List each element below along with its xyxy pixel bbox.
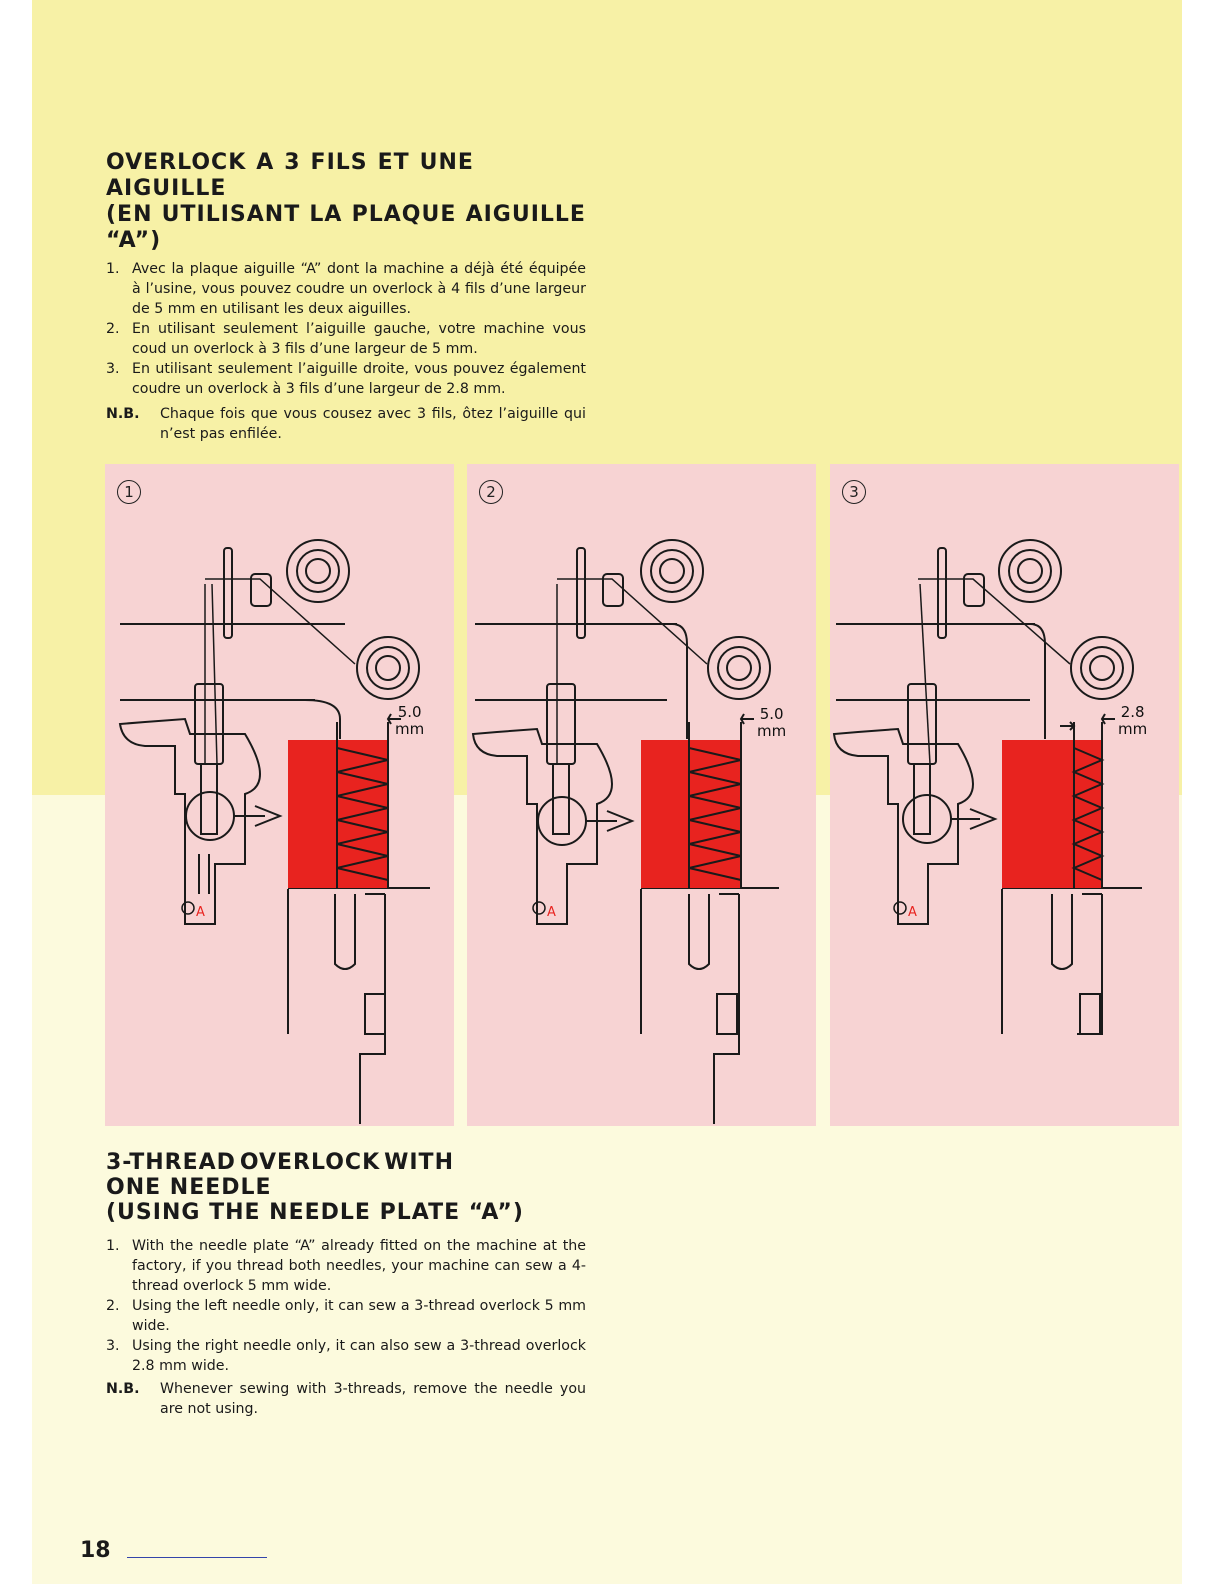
needle-plate-circle <box>894 902 906 914</box>
dimension-label: 5.0 mm <box>395 703 425 738</box>
french-title-line-2: AIGUILLE <box>106 176 227 201</box>
page-number: 18 <box>80 1538 111 1563</box>
list-item: 2. Using the left needle only, it can sew a 3-thread overlock 5 mm wide. <box>106 1298 586 1334</box>
fabric-swatch <box>641 740 741 888</box>
figure-number-badge: 1 <box>117 480 141 504</box>
english-title-line-3: (USING THE NEEDLE PLATE “A”) <box>106 1200 524 1225</box>
threading-diagram-2 <box>467 464 816 1126</box>
french-title-line-4: “A”) <box>106 228 162 253</box>
figure-panel-2 <box>467 464 816 1126</box>
french-title-word: AIGUILLE <box>465 202 586 227</box>
french-title-line-3 <box>106 202 586 228</box>
french-title-word: UNE <box>419 150 474 175</box>
list-item: 1. With the needle plate “A” already fitted on the machine at the factory, if you thread both needles, your machine can sew a 4-thread overlock 5 mm wide. <box>106 1238 586 1294</box>
english-title-word: 3-THREAD <box>106 1150 236 1175</box>
french-title-word: (EN <box>106 202 153 227</box>
french-title-word: 3 <box>284 150 301 175</box>
figure-panel-1 <box>105 464 454 1126</box>
dimension-label: 5.0 mm <box>757 705 787 740</box>
page-number-rule <box>127 1557 267 1558</box>
figure-number-badge: 3 <box>842 480 866 504</box>
french-note <box>106 404 586 444</box>
english-steps <box>106 1236 586 1376</box>
note-text: Chaque fois que vous cousez avec 3 fils, ôtez l’aiguille qui n’est pas enfilée. <box>160 406 586 442</box>
french-heading <box>106 150 586 254</box>
french-title-line-1 <box>106 150 474 176</box>
english-title-line-1 <box>106 1150 454 1175</box>
page-edge <box>1182 0 1224 1584</box>
page-spine <box>0 0 32 1584</box>
figure-panel-3 <box>830 464 1179 1126</box>
french-title-word: LA <box>309 202 343 227</box>
threading-diagram-3 <box>830 464 1179 1126</box>
list-item: 3. Using the right needle only, it can also sew a 3-thread overlock 2.8 mm wide. <box>106 1338 586 1374</box>
plate-letter: A <box>547 905 556 920</box>
dimension-label: 2.8 mm <box>1118 703 1148 738</box>
list-item: 2. En utilisant seulement l’aiguille gauche, votre machine vous coud un overlock à 3 fils d’une largeur de 5 mm. <box>106 321 586 357</box>
note-label: N.B. <box>106 406 140 422</box>
list-item: 1. Avec la plaque aiguille “A” dont la machine a déjà été équipée à l’usine, vous pouvez coudre un overlock à 4 fils d’une largeur de 5 mm en utilisant les deux aiguilles. <box>106 261 586 317</box>
english-title-word: OVERLOCK <box>239 1150 381 1175</box>
needle-plate-circle <box>182 902 194 914</box>
french-title-word: UTILISANT <box>161 202 301 227</box>
threading-diagram-1 <box>105 464 454 1126</box>
note-label: N.B. <box>106 1381 140 1397</box>
needle-plate-circle <box>533 902 545 914</box>
french-title-word: FILS <box>310 150 368 175</box>
figure-number-badge: 2 <box>479 480 503 504</box>
english-note <box>106 1379 586 1419</box>
french-title-word: PLAQUE <box>351 202 457 227</box>
english-title-line-2: ONE NEEDLE <box>106 1175 272 1200</box>
french-title-word: OVERLOCK <box>106 150 247 175</box>
note-text: Whenever sewing with 3-threads, remove the needle you are not using. <box>160 1381 586 1417</box>
french-steps <box>106 259 586 399</box>
french-title-word: ET <box>377 150 410 175</box>
french-title-word: A <box>256 150 275 175</box>
plate-letter: A <box>908 905 917 920</box>
list-item: 3. En utilisant seulement l’aiguille droite, vous pouvez également coudre un overlock à 3 fils d’une largeur de 2.8 mm. <box>106 361 586 397</box>
plate-letter: A <box>196 905 205 920</box>
english-heading <box>106 1150 524 1225</box>
english-title-word: WITH <box>384 1150 454 1175</box>
